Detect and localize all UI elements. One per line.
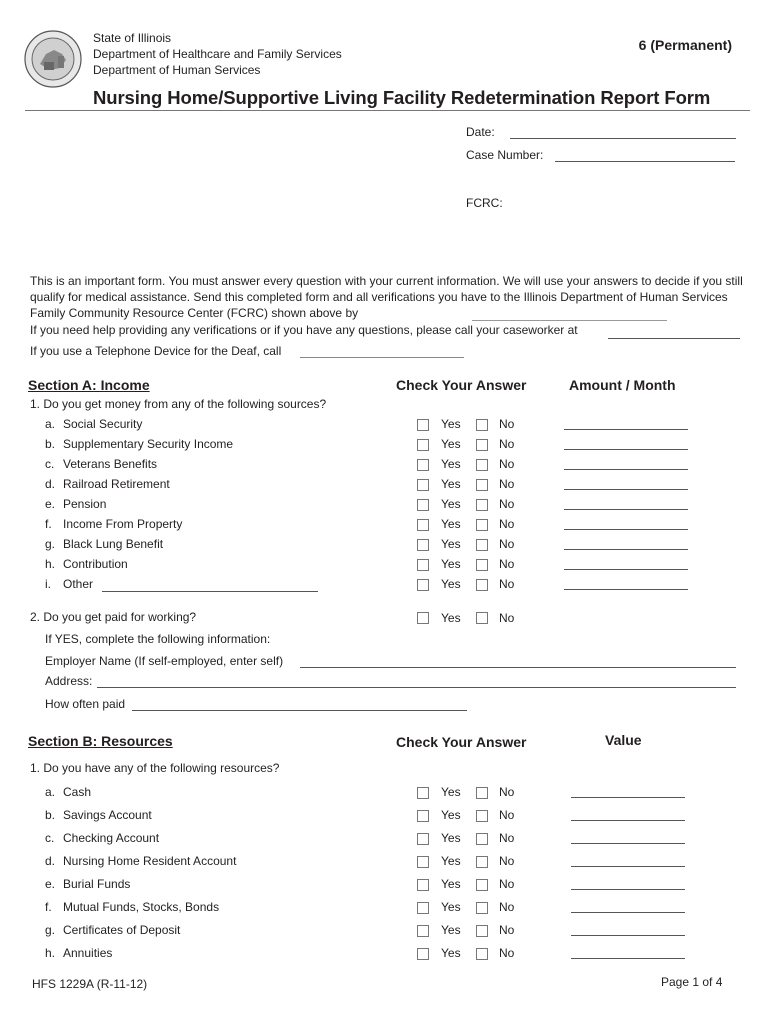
- section_a-item-letter: i.: [45, 577, 51, 591]
- agency-line: State of Illinois: [93, 31, 172, 45]
- section_b-no-checkbox[interactable]: [476, 787, 488, 799]
- section_a-amount-field[interactable]: [564, 489, 688, 490]
- section_b-item-letter: d.: [45, 854, 56, 868]
- section_a-yes-checkbox[interactable]: [417, 539, 429, 551]
- section_a-no-checkbox[interactable]: [476, 419, 488, 431]
- if-yes-text: If YES, complete the following information:: [45, 632, 271, 646]
- section_b-item-letter: c.: [45, 831, 55, 845]
- section-b-check-header: Check Your Answer: [396, 734, 527, 750]
- other-source-field[interactable]: [102, 591, 318, 592]
- section_a-amount-field[interactable]: [564, 549, 688, 550]
- section_b-item-letter: b.: [45, 808, 56, 822]
- work-no-checkbox[interactable]: [476, 612, 488, 624]
- no-label: No: [499, 877, 515, 891]
- address-label: Address:: [45, 674, 93, 688]
- section_b-item-label: Annuities: [63, 946, 113, 960]
- no-label: No: [499, 577, 515, 591]
- section-b-value-header: Value: [605, 732, 642, 748]
- section_a-item-letter: a.: [45, 417, 56, 431]
- section_a-no-checkbox[interactable]: [476, 479, 488, 491]
- no-label: No: [499, 854, 515, 868]
- yes-label: Yes: [441, 557, 461, 571]
- section_b-item-label: Certificates of Deposit: [63, 923, 181, 937]
- section_a-item-label: Social Security: [63, 417, 143, 431]
- section_b-no-checkbox[interactable]: [476, 856, 488, 868]
- section_a-yes-checkbox[interactable]: [417, 519, 429, 531]
- section_a-amount-field[interactable]: [564, 509, 688, 510]
- no-label: No: [499, 557, 515, 571]
- no-label: No: [499, 537, 515, 551]
- section_b-no-checkbox[interactable]: [476, 902, 488, 914]
- section_b-item-label: Nursing Home Resident Account: [63, 854, 237, 868]
- yes-label: Yes: [441, 854, 461, 868]
- section_b-amount-field[interactable]: [571, 912, 685, 913]
- section_a-item-letter: h.: [45, 557, 56, 571]
- yes-label: Yes: [441, 946, 461, 960]
- case-number-field[interactable]: [555, 161, 735, 162]
- title-divider: [25, 110, 750, 111]
- section_b-item-label: Burial Funds: [63, 877, 131, 891]
- section_b-item-label: Cash: [63, 785, 92, 799]
- yes-label: Yes: [441, 537, 461, 551]
- yes-label: Yes: [441, 497, 461, 511]
- case-number-label: Case Number:: [466, 148, 544, 162]
- page-number: Page 1 of 4: [661, 975, 723, 989]
- section_a-amount-field[interactable]: [564, 429, 688, 430]
- form-type: 6 (Permanent): [638, 37, 732, 53]
- section_b-yes-checkbox[interactable]: [417, 902, 429, 914]
- no-label: No: [499, 417, 515, 431]
- section_a-amount-field[interactable]: [564, 589, 688, 590]
- form-number: HFS 1229A (R-11-12): [32, 977, 148, 991]
- no-label: No: [499, 946, 515, 960]
- no-label: No: [499, 517, 515, 531]
- section_b-amount-field[interactable]: [571, 797, 685, 798]
- section_b-yes-checkbox[interactable]: [417, 810, 429, 822]
- section_a-item-label: Veterans Benefits: [63, 457, 158, 471]
- intro-paragraph: [30, 273, 750, 321]
- section_a-no-checkbox[interactable]: [476, 459, 488, 471]
- no-label: No: [499, 900, 515, 914]
- section_a-item-letter: c.: [45, 457, 55, 471]
- work-yes-checkbox[interactable]: [417, 612, 429, 624]
- how-often-field[interactable]: [132, 710, 467, 711]
- no-label: No: [499, 831, 515, 845]
- caseworker-phone-field[interactable]: [608, 338, 740, 339]
- section_b-yes-checkbox[interactable]: [417, 925, 429, 937]
- section_a-yes-checkbox[interactable]: [417, 439, 429, 451]
- yes-label: Yes: [441, 577, 461, 591]
- no-label: No: [499, 437, 515, 451]
- date-label: Date:: [466, 125, 495, 139]
- section_a-yes-checkbox[interactable]: [417, 499, 429, 511]
- no-label: No: [499, 457, 515, 471]
- section_b-amount-field[interactable]: [571, 843, 685, 844]
- tdd-phone-field[interactable]: [300, 357, 464, 358]
- yes-label: Yes: [441, 900, 461, 914]
- no-label: No: [499, 785, 515, 799]
- section_a-item-label: Pension: [63, 497, 107, 511]
- section-a-check-header: Check Your Answer: [396, 377, 527, 393]
- section_a-yes-checkbox[interactable]: [417, 419, 429, 431]
- agency-line: Department of Healthcare and Family Services: [93, 47, 342, 61]
- page-title: Nursing Home/Supportive Living Facility Redetermination Report Form: [93, 87, 711, 108]
- section_a-item-letter: f.: [45, 517, 52, 531]
- section-a-question-1: 1. Do you get money from any of the following sources?: [30, 397, 327, 411]
- section_a-item-label: Supplementary Security Income: [63, 437, 234, 451]
- yes-label: Yes: [441, 877, 461, 891]
- section_a-yes-checkbox[interactable]: [417, 579, 429, 591]
- yes-label: Yes: [441, 785, 461, 799]
- section_a-item-letter: e.: [45, 497, 56, 511]
- employer-field[interactable]: [300, 667, 736, 668]
- section_a-no-checkbox[interactable]: [476, 539, 488, 551]
- section_b-item-label: Checking Account: [63, 831, 160, 845]
- section_b-no-checkbox[interactable]: [476, 925, 488, 937]
- section_b-yes-checkbox[interactable]: [417, 787, 429, 799]
- section_b-yes-checkbox[interactable]: [417, 879, 429, 891]
- section-a-title: Section A: Income: [28, 377, 150, 393]
- no-label: No: [499, 497, 515, 511]
- section-b-question-1: 1. Do you have any of the following resources?: [30, 761, 280, 775]
- section_a-amount-field[interactable]: [564, 529, 688, 530]
- section_a-item-label: Income From Property: [63, 517, 183, 531]
- agency-line: Department of Human Services: [93, 63, 261, 77]
- section_b-no-checkbox[interactable]: [476, 879, 488, 891]
- yes-label: Yes: [441, 611, 461, 625]
- how-often-label: How often paid: [45, 697, 126, 711]
- section-a-amount-header: Amount / Month: [569, 377, 676, 393]
- no-label: No: [499, 611, 515, 625]
- no-label: No: [499, 477, 515, 491]
- no-label: No: [499, 923, 515, 937]
- intro-text: This is an important form. You must answer every question with your current information. We will use your answers to decide if you still qualify for medical assistance. Send this completed form and all verifications you have to the Illinois Department of Human Services Family Community Resource Center (FCRC) shown above: [30, 274, 743, 320]
- section_b-amount-field[interactable]: [571, 866, 685, 867]
- section_a-amount-field[interactable]: [564, 569, 688, 570]
- agency-header: [93, 30, 342, 78]
- section_a-item-label: Contribution: [63, 557, 128, 571]
- section_b-item-letter: a.: [45, 785, 56, 799]
- section_b-no-checkbox[interactable]: [476, 948, 488, 960]
- section_a-amount-field[interactable]: [564, 449, 688, 450]
- section_a-item-letter: d.: [45, 477, 56, 491]
- section_b-no-checkbox[interactable]: [476, 833, 488, 845]
- section_a-no-checkbox[interactable]: [476, 579, 488, 591]
- section_a-item-letter: g.: [45, 537, 56, 551]
- section-b-title: Section B: Resources: [28, 733, 173, 749]
- by-label: by: [345, 306, 359, 320]
- section-a-question-2: 2. Do you get paid for working?: [30, 610, 197, 624]
- yes-label: Yes: [441, 457, 461, 471]
- section_a-amount-field[interactable]: [564, 469, 688, 470]
- tdd-text: If you use a Telephone Device for the Deaf, call: [30, 344, 282, 358]
- yes-label: Yes: [441, 831, 461, 845]
- due-date-field[interactable]: [472, 320, 667, 321]
- yes-label: Yes: [441, 808, 461, 822]
- yes-label: Yes: [441, 517, 461, 531]
- state-seal-icon: [24, 30, 82, 88]
- section_b-item-letter: g.: [45, 923, 56, 937]
- section_a-yes-checkbox[interactable]: [417, 479, 429, 491]
- section_b-item-letter: h.: [45, 946, 56, 960]
- section_a-item-label: Black Lung Benefit: [63, 537, 164, 551]
- section_a-item-label: Railroad Retirement: [63, 477, 170, 491]
- section_b-item-letter: f.: [45, 900, 52, 914]
- no-label: No: [499, 808, 515, 822]
- section_a-item-letter: b.: [45, 437, 56, 451]
- employer-label: Employer Name (If self-employed, enter self): [45, 654, 284, 668]
- section_a-yes-checkbox[interactable]: [417, 559, 429, 571]
- date-field[interactable]: [510, 138, 736, 139]
- section_b-amount-field[interactable]: [571, 958, 685, 959]
- section_b-yes-checkbox[interactable]: [417, 948, 429, 960]
- yes-label: Yes: [441, 437, 461, 451]
- fcrc-label: FCRC:: [466, 196, 503, 210]
- section_a-yes-checkbox[interactable]: [417, 459, 429, 471]
- address-field[interactable]: [97, 687, 736, 688]
- help-text: If you need help providing any verifications or if you have any questions, please call your caseworker at: [30, 323, 578, 337]
- yes-label: Yes: [441, 923, 461, 937]
- section_b-yes-checkbox[interactable]: [417, 856, 429, 868]
- yes-label: Yes: [441, 477, 461, 491]
- section_a-no-checkbox[interactable]: [476, 499, 488, 511]
- yes-label: Yes: [441, 417, 461, 431]
- section_b-item-label: Savings Account: [63, 808, 152, 822]
- section_b-item-letter: e.: [45, 877, 56, 891]
- section_b-amount-field[interactable]: [571, 889, 685, 890]
- section_b-item-label: Mutual Funds, Stocks, Bonds: [63, 900, 220, 914]
- section_a-no-checkbox[interactable]: [476, 439, 488, 451]
- section_b-yes-checkbox[interactable]: [417, 833, 429, 845]
- section_a-item-label: Other: [63, 577, 94, 591]
- section_a-no-checkbox[interactable]: [476, 559, 488, 571]
- section_b-amount-field[interactable]: [571, 935, 685, 936]
- section_a-no-checkbox[interactable]: [476, 519, 488, 531]
- section_b-no-checkbox[interactable]: [476, 810, 488, 822]
- section_b-amount-field[interactable]: [571, 820, 685, 821]
